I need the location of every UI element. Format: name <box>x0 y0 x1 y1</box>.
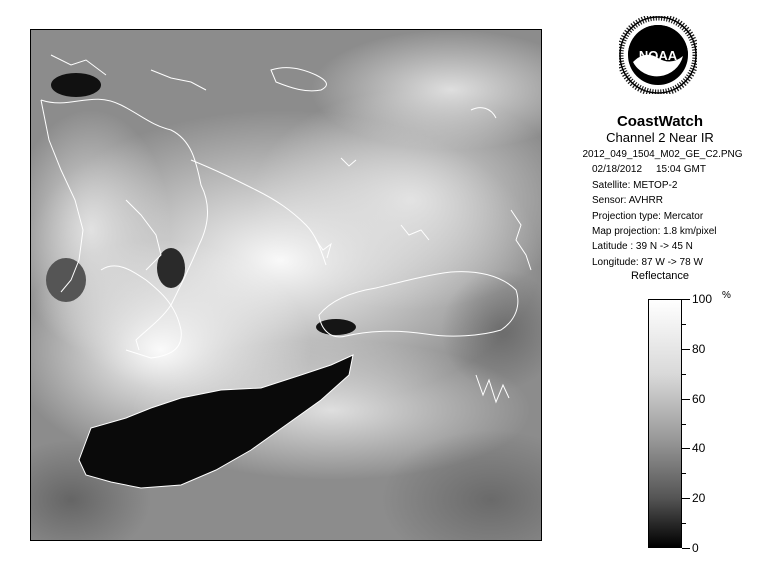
latitude-text: Latitude : 39 N -> 45 N <box>592 241 693 253</box>
product-title: CoastWatch <box>616 113 704 130</box>
colorbar-tick <box>682 548 690 549</box>
colorbar-tick <box>682 448 690 449</box>
metadata-panel <box>570 147 755 270</box>
noaa-logo <box>619 16 697 94</box>
colorbar-tick <box>682 473 686 474</box>
colorbar-unit: % <box>722 290 731 301</box>
colorbar-tick <box>682 399 690 400</box>
longitude-text: Longitude: 87 W -> 78 W <box>592 256 703 268</box>
satellite-image <box>30 29 542 541</box>
colorbar-tick <box>682 374 686 375</box>
colorbar <box>648 299 682 548</box>
channel-subtitle: Channel 2 Near IR <box>606 130 714 145</box>
colorbar-tick-label: 60 <box>692 392 706 406</box>
colorbar-tick <box>682 349 690 350</box>
filename-text: 2012_049_1504_M02_GE_C2.PNG <box>582 149 743 160</box>
colorbar-label: Reflectance <box>630 270 690 282</box>
colorbar-tick <box>682 498 690 499</box>
datetime-line <box>570 162 755 177</box>
date-text: 02/18/2012 <box>592 164 643 176</box>
colorbar-tick <box>682 424 686 425</box>
colorbar-tick-label: 100 <box>692 292 713 306</box>
colorbar-tick <box>682 324 686 325</box>
colorbar-tick <box>682 299 690 300</box>
satellite-image-canvas <box>31 30 542 541</box>
time-text: 15:04 GMT <box>655 164 706 176</box>
colorbar-tick-label: 20 <box>692 491 706 505</box>
colorbar-tick <box>682 523 686 524</box>
map-projection-text: Map projection: 1.8 km/pixel <box>592 226 717 238</box>
colorbar-tick-label: 80 <box>692 342 706 356</box>
projection-type-text: Projection type: Mercator <box>592 210 704 222</box>
satellite-text: Satellite: METOP-2 <box>592 179 678 191</box>
noaa-logo-text: NOAA <box>638 48 678 63</box>
colorbar-tick-label: 40 <box>692 441 706 455</box>
colorbar-tick-label: 0 <box>692 541 699 555</box>
sensor-text: Sensor: AVHRR <box>592 195 663 207</box>
